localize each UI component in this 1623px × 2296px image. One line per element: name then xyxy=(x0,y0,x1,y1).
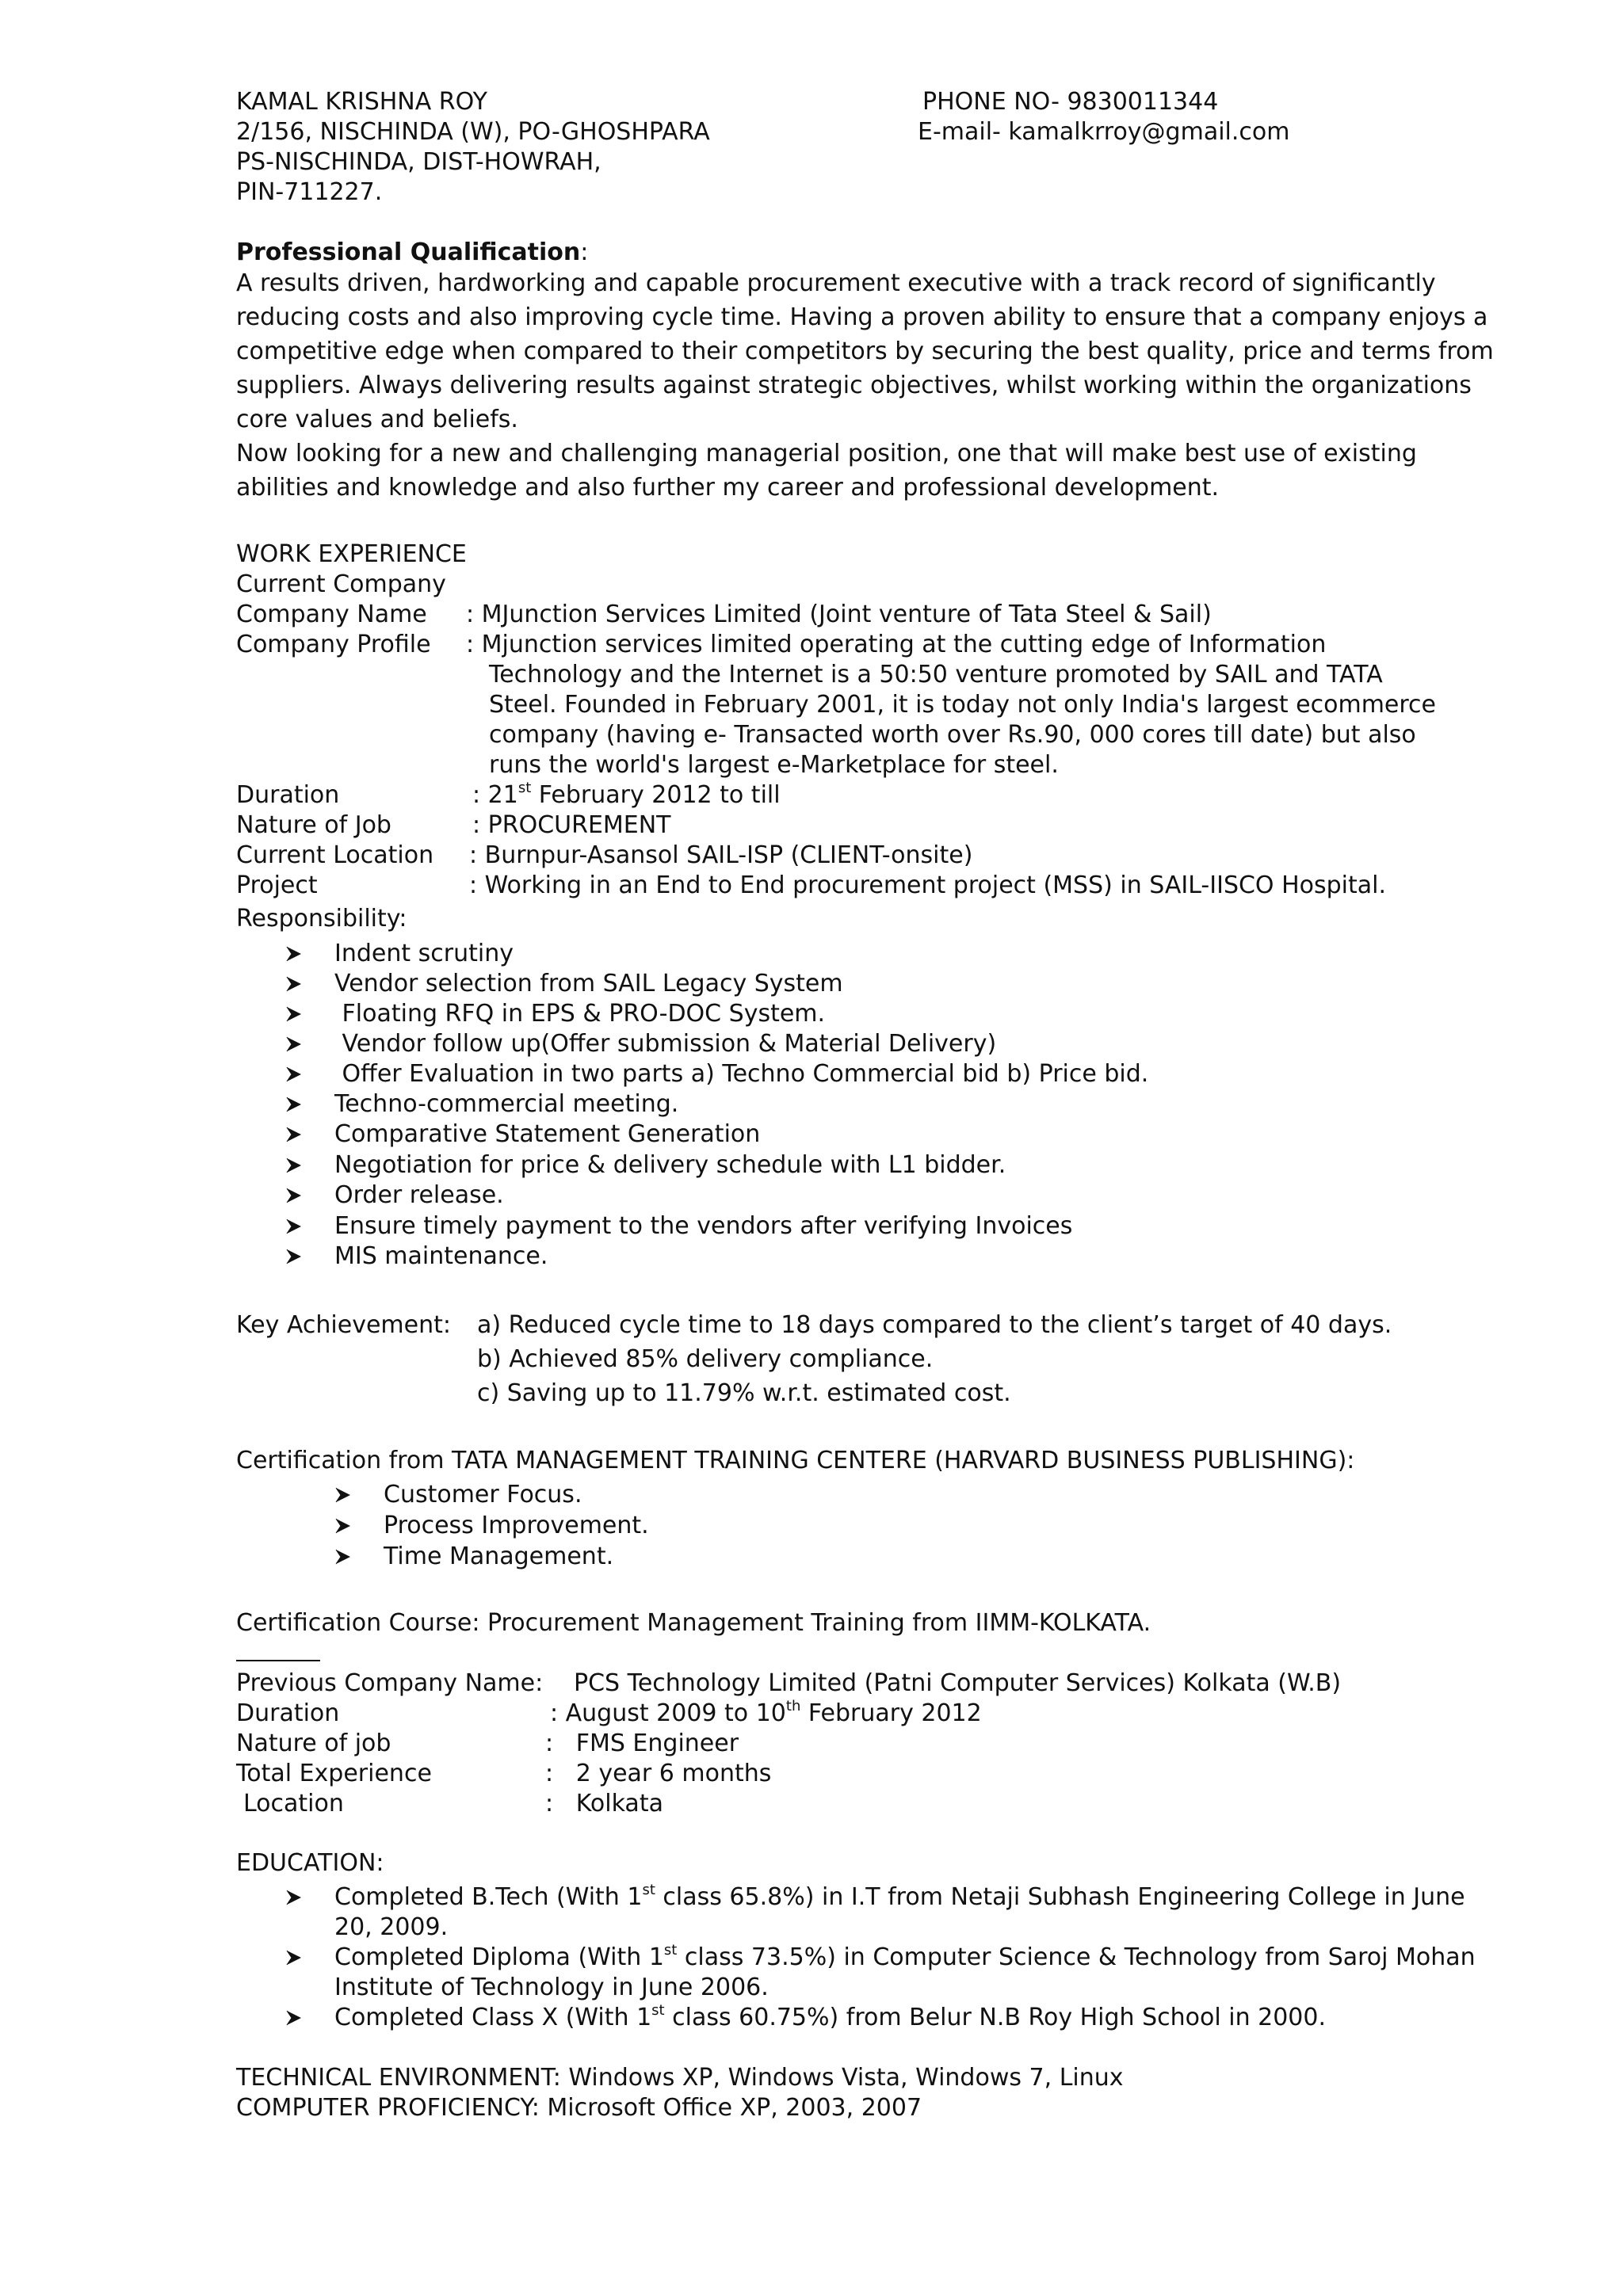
arrow-bullet-icon xyxy=(334,1486,352,1504)
arrow-bullet-icon xyxy=(285,1126,303,1143)
project-value: : Working in an End to End procurement project (MSS) in SAIL-IISCO Hospital. xyxy=(469,871,1387,899)
responsibility-heading: Responsibility: xyxy=(236,905,407,933)
company-name-value: : MJunction Services Limited (Joint venture of Tata Steel & Sail) xyxy=(466,601,1212,628)
education-item-btech xyxy=(334,1882,1465,1913)
short-divider xyxy=(236,1660,320,1661)
qualification-colon: : xyxy=(580,238,589,266)
previous-duration-prefix: : August 2009 to 10 xyxy=(550,1699,786,1727)
work-experience-heading: WORK EXPERIENCE xyxy=(236,540,467,568)
previous-location-value: : Kolkata xyxy=(545,1790,663,1817)
company-profile-line: company (having e- Transacted worth over Rs.90, 000 cores till date) but also xyxy=(489,721,1416,749)
arrow-bullet-icon xyxy=(285,945,303,963)
achievement-item: a) Reduced cycle time to 18 days compared to the client’s target of 40 days. xyxy=(477,1311,1392,1339)
technical-environment: TECHNICAL ENVIRONMENT: Windows XP, Windows Vista, Windows 7, Linux xyxy=(236,2064,1124,2092)
btech-text-b: class 65.8%) in I.T from Netaji Subhash Engineering College in June xyxy=(655,1883,1465,1911)
company-name-label: Company Name xyxy=(236,601,427,628)
qualification-heading: Professional Qualification xyxy=(236,238,581,266)
email-address: E-mail- kamalkrroy@gmail.com xyxy=(918,118,1290,146)
arrow-bullet-icon xyxy=(285,1949,303,1966)
duration-prefix: : 21 xyxy=(472,781,518,809)
arrow-bullet-icon xyxy=(285,975,303,993)
btech-text-a: Completed B.Tech (With 1 xyxy=(334,1883,643,1911)
duration-label: Duration xyxy=(236,781,340,809)
arrow-bullet-icon xyxy=(285,1096,303,1113)
certification-course: Certification Course: Procurement Management Training from IIMM-KOLKATA. xyxy=(236,1609,1151,1637)
arrow-bullet-icon xyxy=(285,1889,303,1906)
address-line-3: PIN-711227. xyxy=(236,178,383,206)
classx-ordinal: st xyxy=(651,2002,665,2019)
btech-ordinal: st xyxy=(642,1882,655,1898)
duration-ordinal: st xyxy=(517,780,532,796)
previous-nature-label: Nature of job xyxy=(236,1730,391,1757)
arrow-bullet-icon xyxy=(285,1035,303,1053)
company-profile-line: runs the world's largest e-Marketplace for steel. xyxy=(489,751,1059,779)
certification-item: Customer Focus. xyxy=(384,1481,582,1508)
responsibility-item: MIS maintenance. xyxy=(334,1242,548,1270)
address-line-1: 2/156, NISCHINDA (W), PO-GHOSHPARA xyxy=(236,118,710,146)
duration-suffix: February 2012 to till xyxy=(531,781,781,809)
diploma-text-a: Completed Diploma (With 1 xyxy=(334,1943,664,1971)
arrow-bullet-icon xyxy=(285,1187,303,1204)
company-profile-line: Steel. Founded in February 2001, it is today not only India's largest ecommerce xyxy=(489,691,1437,719)
qualification-heading-row xyxy=(236,238,588,268)
certification-heading: Certification from TATA MANAGEMENT TRAINING CENTERE (HARVARD BUSINESS PUBLISHING): xyxy=(236,1447,1355,1474)
candidate-name: KAMAL KRISHNA ROY xyxy=(236,88,487,116)
previous-duration-ordinal: th xyxy=(785,1698,801,1714)
responsibility-item: Indent scrutiny xyxy=(334,940,514,967)
education-item-diploma xyxy=(334,1943,1476,1973)
diploma-text-b: class 73.5%) in Computer Science & Technology from Saroj Mohan xyxy=(677,1943,1476,1971)
company-profile-line: : Mjunction services limited operating at the cutting edge of Information xyxy=(466,631,1327,658)
total-experience-value: : 2 year 6 months xyxy=(545,1760,772,1787)
current-location-label: Current Location xyxy=(236,841,434,869)
achievement-item: b) Achieved 85% delivery compliance. xyxy=(477,1345,934,1373)
arrow-bullet-icon xyxy=(334,1517,352,1535)
responsibility-item: Vendor selection from SAIL Legacy System xyxy=(334,970,843,997)
arrow-bullet-icon xyxy=(285,1157,303,1174)
arrow-bullet-icon xyxy=(285,2009,303,2027)
phone-number: PHONE NO- 9830011344 xyxy=(922,88,1219,116)
qualification-line: A results driven, hardworking and capable procurement executive with a track record of significantly xyxy=(236,269,1436,297)
project-label: Project xyxy=(236,871,318,899)
arrow-bullet-icon xyxy=(285,1005,303,1023)
previous-duration-label: Duration xyxy=(236,1699,340,1727)
address-line-2: PS-NISCHINDA, DIST-HOWRAH, xyxy=(236,148,601,176)
previous-nature-value: : FMS Engineer xyxy=(545,1730,739,1757)
arrow-bullet-icon xyxy=(285,1248,303,1265)
company-profile-label: Company Profile xyxy=(236,631,431,658)
current-company-heading: Current Company xyxy=(236,570,446,598)
previous-location-label: Location xyxy=(243,1790,344,1817)
arrow-bullet-icon xyxy=(285,1066,303,1083)
responsibility-item: Techno-commercial meeting. xyxy=(334,1090,679,1118)
arrow-bullet-icon xyxy=(334,1548,352,1566)
previous-duration-value xyxy=(550,1699,982,1729)
previous-company-label: Previous Company Name: xyxy=(236,1669,544,1697)
key-achievement-label: Key Achievement: xyxy=(236,1311,451,1339)
computer-proficiency: COMPUTER PROFICIENCY: Microsoft Office XP, 2003, 2007 xyxy=(236,2094,922,2122)
responsibility-item: Vendor follow up(Offer submission & Material Delivery) xyxy=(334,1030,997,1058)
responsibility-item: Order release. xyxy=(334,1181,504,1209)
qualification-line: competitive edge when compared to their competitors by securing the best quality, price and terms from xyxy=(236,338,1494,365)
qualification-line: core values and beliefs. xyxy=(236,406,518,433)
nature-of-job-value: : PROCUREMENT xyxy=(472,811,671,839)
qualification-line: suppliers. Always delivering results against strategic objectives, whilst working within the organizations xyxy=(236,372,1472,399)
responsibility-item: Floating RFQ in EPS & PRO-DOC System. xyxy=(334,1000,826,1028)
company-profile-line: Technology and the Internet is a 50:50 venture promoted by SAIL and TATA xyxy=(489,661,1383,688)
qualification-line: abilities and knowledge and also further my career and professional development. xyxy=(236,474,1220,502)
certification-item: Time Management. xyxy=(384,1543,614,1570)
responsibility-item: Ensure timely payment to the vendors after verifying Invoices xyxy=(334,1212,1073,1240)
certification-item: Process Improvement. xyxy=(384,1512,649,1539)
current-location-value: : Burnpur-Asansol SAIL-ISP (CLIENT-onsite) xyxy=(469,841,973,869)
previous-company-value: PCS Technology Limited (Patni Computer Services) Kolkata (W.B) xyxy=(574,1669,1342,1697)
diploma-text-c: Institute of Technology in June 2006. xyxy=(334,1974,769,2001)
responsibility-item: Negotiation for price & delivery schedule with L1 bidder. xyxy=(334,1151,1006,1179)
responsibility-item: Offer Evaluation in two parts a) Techno Commercial bid b) Price bid. xyxy=(334,1060,1149,1088)
total-experience-label: Total Experience xyxy=(236,1760,432,1787)
qualification-line: reducing costs and also improving cycle time. Having a proven ability to ensure that a company enjoys a xyxy=(236,303,1488,331)
education-heading: EDUCATION: xyxy=(236,1849,384,1877)
duration-value xyxy=(472,780,781,810)
education-item-classx xyxy=(334,2003,1326,2033)
nature-of-job-label: Nature of Job xyxy=(236,811,391,839)
classx-text-a: Completed Class X (With 1 xyxy=(334,2004,652,2031)
btech-text-c: 20, 2009. xyxy=(334,1913,449,1941)
arrow-bullet-icon xyxy=(285,1218,303,1235)
diploma-ordinal: st xyxy=(663,1942,678,1958)
previous-duration-suffix: February 2012 xyxy=(800,1699,982,1727)
classx-text-b: class 60.75%) from Belur N.B Roy High School in 2000. xyxy=(664,2004,1326,2031)
responsibility-item: Comparative Statement Generation xyxy=(334,1120,761,1148)
qualification-line: Now looking for a new and challenging managerial position, one that will make best use of existing xyxy=(236,440,1417,467)
achievement-item: c) Saving up to 11.79% w.r.t. estimated cost. xyxy=(477,1379,1011,1407)
